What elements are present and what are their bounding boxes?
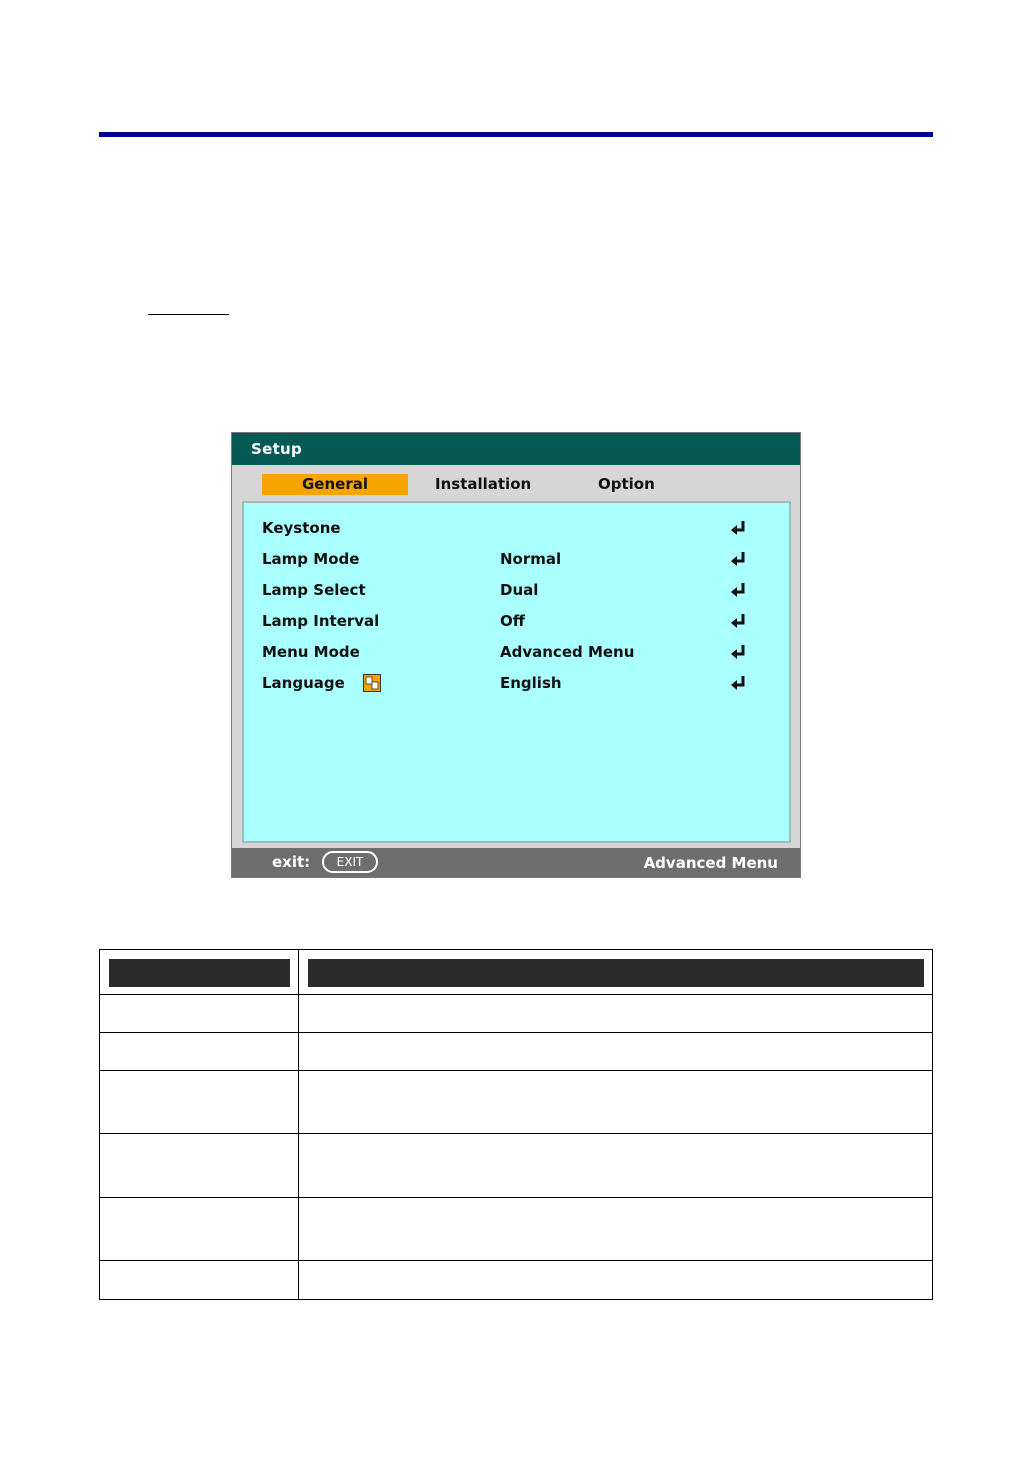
header-bar [308, 959, 924, 987]
menu-row-lamp-mode[interactable] [244, 547, 789, 571]
setup-osd-window [231, 432, 801, 878]
enter-icon [730, 550, 748, 568]
table-cell [299, 1071, 933, 1134]
table-cell [100, 1033, 299, 1071]
table-cell [100, 1071, 299, 1134]
exit-label: exit: [272, 853, 311, 871]
row-value: Dual [500, 581, 539, 599]
menu-row-menu-mode[interactable] [244, 640, 789, 664]
row-value: Advanced Menu [500, 643, 635, 661]
table-cell [100, 1134, 299, 1198]
top-rule [99, 132, 933, 137]
table-row [100, 1261, 933, 1300]
row-label: Language [262, 674, 345, 692]
row-label: Lamp Mode [262, 550, 360, 568]
row-value: English [500, 674, 562, 692]
table-cell [299, 1261, 933, 1300]
table-cell [100, 995, 299, 1033]
menu-row-keystone[interactable] [244, 516, 789, 540]
table-row [100, 1033, 933, 1071]
settings-panel [242, 501, 791, 843]
tab-option[interactable]: Option [598, 475, 655, 493]
row-label: Lamp Select [262, 581, 366, 599]
header-cell [299, 950, 933, 995]
row-value: Normal [500, 550, 562, 568]
table-cell [299, 1198, 933, 1261]
tab-general[interactable]: General [262, 474, 408, 495]
table-cell [299, 995, 933, 1033]
header-bar [109, 959, 290, 987]
osd-footer [232, 848, 800, 877]
row-value: Off [500, 612, 525, 630]
tab-installation[interactable]: Installation [435, 475, 532, 493]
row-label: Menu Mode [262, 643, 360, 661]
table-row [100, 995, 933, 1033]
enter-icon [730, 581, 748, 599]
table-cell [100, 1261, 299, 1300]
table-row [100, 1134, 933, 1198]
enter-icon [730, 643, 748, 661]
menu-row-lamp-interval[interactable] [244, 609, 789, 633]
row-label: Keystone [262, 519, 341, 537]
enter-icon [730, 612, 748, 630]
table-cell [299, 1134, 933, 1198]
enter-icon [730, 674, 748, 692]
enter-icon [730, 519, 748, 537]
osd-title: Setup [251, 440, 303, 458]
table-cell [299, 1033, 933, 1071]
row-label: Lamp Interval [262, 612, 380, 630]
menu-row-language[interactable] [244, 671, 789, 695]
table-row [100, 1198, 933, 1261]
description-table [99, 949, 933, 1300]
exit-key-icon[interactable]: EXIT [322, 851, 378, 873]
header-cell [100, 950, 299, 995]
osd-titlebar [232, 433, 800, 465]
table-cell [100, 1198, 299, 1261]
table-row [100, 1071, 933, 1134]
footer-menu-mode: Advanced Menu [643, 854, 778, 872]
table-header-row [100, 950, 933, 995]
language-icon [363, 674, 381, 692]
menu-row-lamp-select[interactable] [244, 578, 789, 602]
underline-mark [148, 314, 229, 315]
